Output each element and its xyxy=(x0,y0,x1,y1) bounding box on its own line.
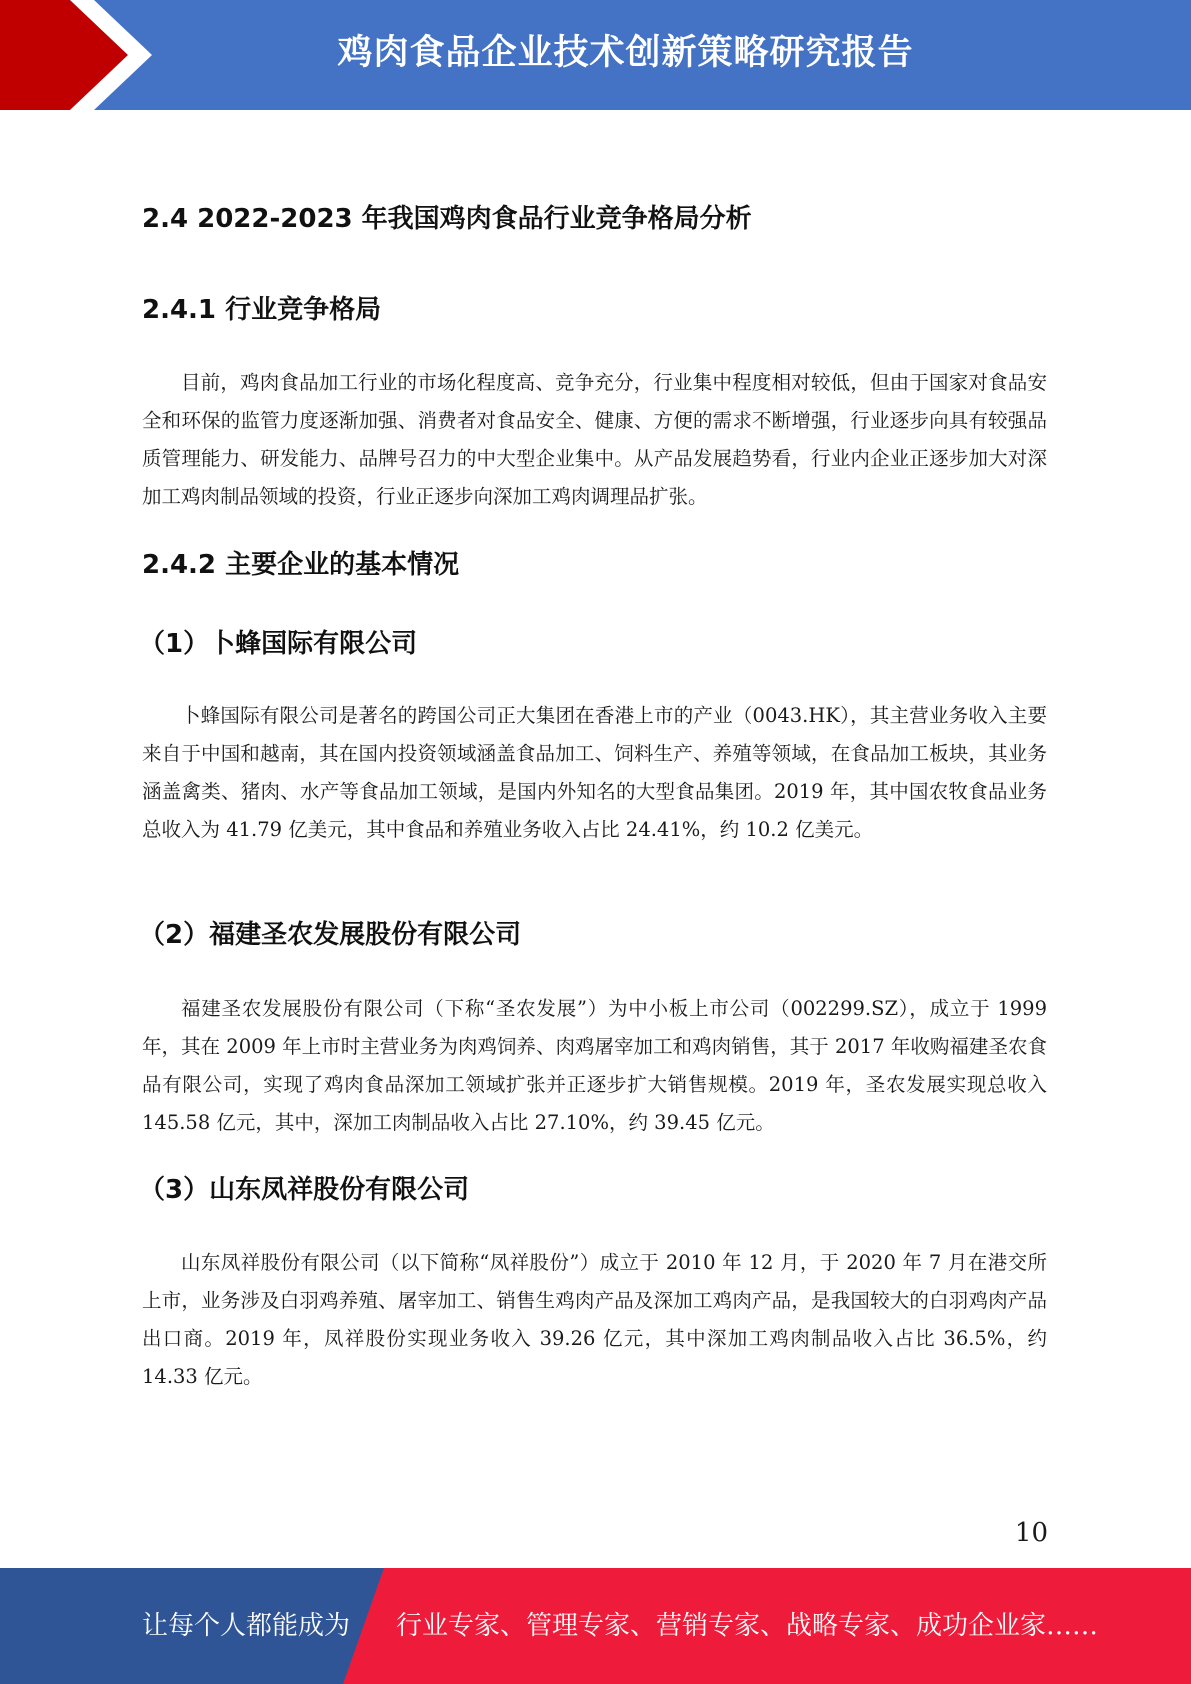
paragraph-cp-group: 卜蜂国际有限公司是著名的跨国公司正大集团在香港上市的产业（0043.HK），其主营业务收入主要来自于中国和越南，其在国内投资领域涵盖食品加工、饲料生产、养殖等领域，在食品加工板块，其业务涵盖禽类、猪肉、水产等食品加工领域，是国内外知名的大型食品集团。2019 年，其中国农牧食品业务总收入为 41.79 亿美元，其中食品和养殖业务收入占比 24.41%，约 10.2 亿美元。 xyxy=(142,704,1047,841)
page-header-banner xyxy=(0,0,1191,110)
report-title: 鸡肉食品企业技术创新策略研究报告 xyxy=(337,33,914,73)
company-heading-cp-group: （1）卜蜂国际有限公司 xyxy=(139,629,418,659)
section-heading-2-4: 2.4 2022-2023 年我国鸡肉食品行业竞争格局分析 xyxy=(142,204,752,234)
paragraph-industry-competition: 目前，鸡肉食品加工行业的市场化程度高、竞争充分，行业集中程度相对较低，但由于国家对食品安全和环保的监管力度逐渐加强、消费者对食品安全、健康、方便的需求不断增强，行业逐步向具有较强品质管理能力、研发能力、品牌号召力的中大型企业集中。从产品发展趋势看，行业内企业正逐步加大对深加工鸡肉制品领域的投资，行业正逐步向深加工鸡肉调理品扩张。 xyxy=(142,371,1047,508)
company-heading-sunner: （2）福建圣农发展股份有限公司 xyxy=(139,920,522,950)
section-heading-2-4-1: 2.4.1 行业竞争格局 xyxy=(142,295,382,325)
section-heading-2-4-2: 2.4.2 主要企业的基本情况 xyxy=(142,550,460,580)
footer-slogan-left: 让每个人都能成为 xyxy=(142,1611,351,1641)
company-heading-fengxiang: （3）山东凤祥股份有限公司 xyxy=(139,1175,470,1205)
page-number: 10 xyxy=(1014,1518,1048,1548)
footer-slogan-right: 行业专家、管理专家、营销专家、战略专家、成功企业家…… xyxy=(396,1611,1099,1641)
paragraph-fengxiang: 山东凤祥股份有限公司（以下简称“凤祥股份”）成立于 2010 年 12 月，于 2020 年 7 月在港交所上市，业务涉及白羽鸡养殖、屠宰加工、销售生鸡肉产品及深加工鸡肉产品，是我国较大的白羽鸡肉产品出口商。2019 年，凤祥股份实现业务收入 39.26 亿元，其中深加工鸡肉制品收入占比 36.5%，约 14.33 亿元。 xyxy=(142,1251,1047,1388)
page-footer-banner xyxy=(0,1568,1191,1684)
paragraph-sunner: 福建圣农发展股份有限公司（下称“圣农发展”）为中小板上市公司（002299.SZ），成立于 1999 年，其在 2009 年上市时主营业务为肉鸡饲养、肉鸡屠宰加工和鸡肉销售，其于 2017 年收购福建圣农食品有限公司，实现了鸡肉食品深加工领域扩张并正逐步扩大销售规模。2019 年，圣农发展实现总收入 145.58 亿元，其中，深加工肉制品收入占比 27.10%，约 39.45 亿元。 xyxy=(142,997,1047,1134)
